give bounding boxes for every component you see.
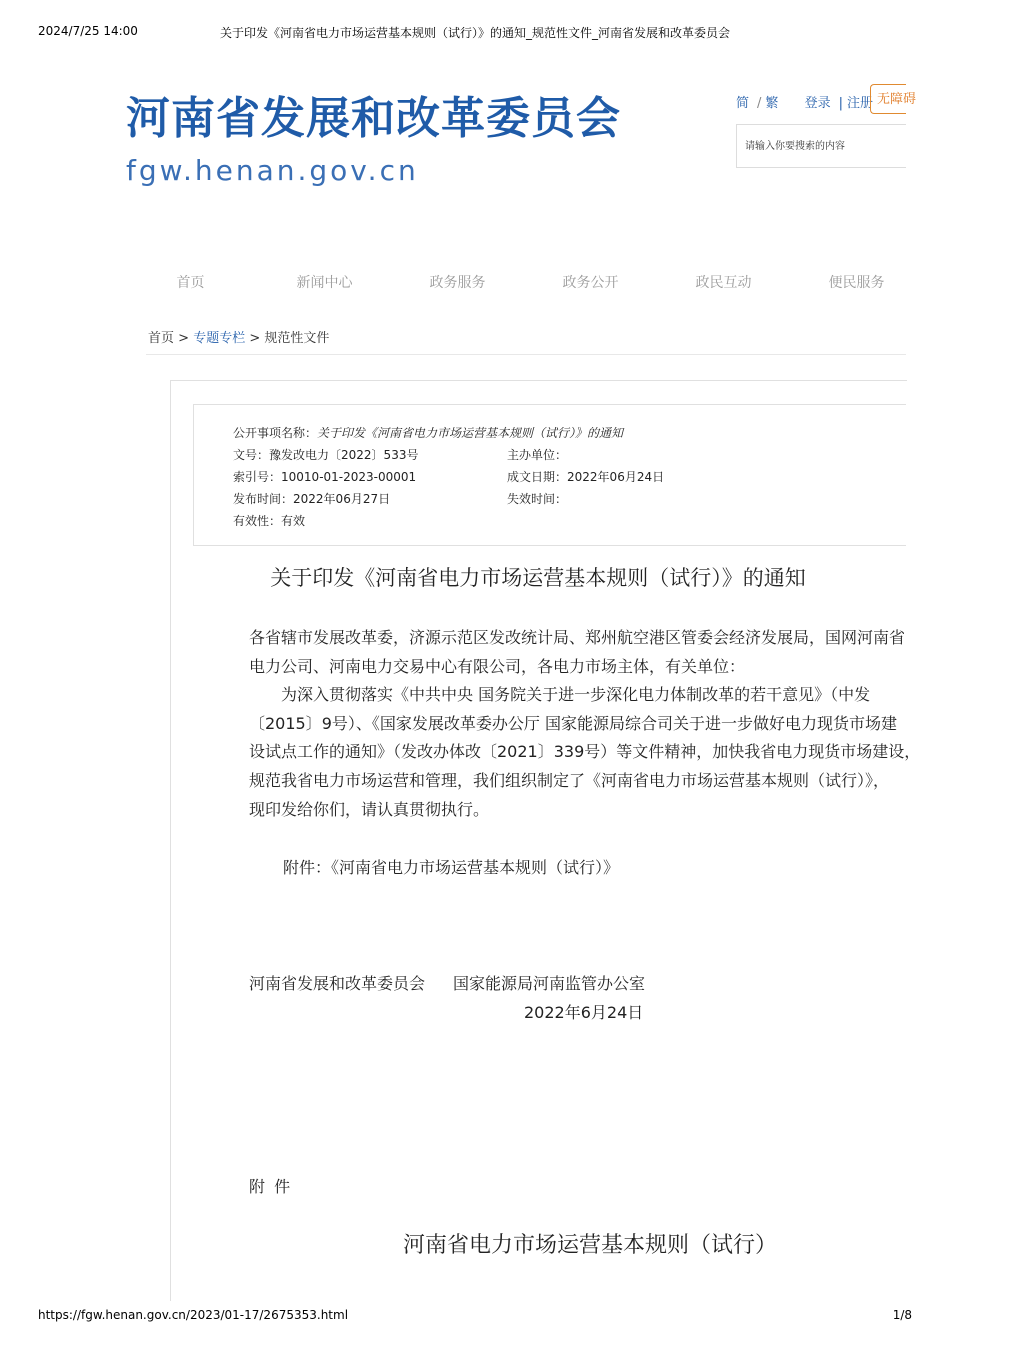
nav-public-services[interactable]: 便民服务 bbox=[828, 275, 885, 291]
appendix-label: 附 件 bbox=[249, 1177, 293, 1196]
meta-publish-time bbox=[233, 490, 390, 507]
simplified-chinese-link[interactable]: 简 bbox=[736, 96, 750, 111]
issuer-ndrc: 河南省发展和改革委员会 bbox=[249, 974, 426, 993]
meta-sponsor bbox=[507, 446, 567, 463]
search-input[interactable] bbox=[737, 125, 907, 167]
article-title: 关于印发《河南省电力市场运营基本规则（试行）》的通知 bbox=[270, 566, 806, 590]
search-box bbox=[736, 124, 906, 168]
nav-government-affairs[interactable]: 政务公开 bbox=[562, 275, 619, 291]
meta-validity-value: 有效 bbox=[281, 514, 306, 528]
meta-doc-number-label: 文号： bbox=[233, 448, 270, 462]
issuers bbox=[249, 971, 645, 994]
meta-index bbox=[233, 468, 416, 485]
meta-doc-number bbox=[233, 446, 418, 463]
meta-item-name bbox=[233, 424, 623, 441]
breadcrumb-separator: > bbox=[249, 331, 261, 346]
issuer-nea-office: 国家能源局河南监管办公室 bbox=[453, 974, 646, 993]
meta-publish-time-label: 发布时间： bbox=[233, 492, 294, 506]
body-line: 电力公司、河南电力交易中心有限公司，各电力市场主体，有关单位： bbox=[249, 656, 746, 676]
lang-separator: / bbox=[757, 96, 762, 111]
meta-doc-number-value: 豫发改电力〔2022〕533号 bbox=[269, 448, 419, 462]
nav-home[interactable]: 首页 bbox=[176, 275, 205, 291]
print-page-number: 1/8 bbox=[892, 1308, 912, 1322]
nav-public-interaction[interactable]: 政民互动 bbox=[695, 275, 752, 291]
traditional-chinese-link[interactable]: 繁 bbox=[765, 96, 779, 111]
meta-item-name-value: 关于印发《河南省电力市场运营基本规则（试行）》的通知 bbox=[317, 426, 624, 440]
meta-written-date-value: 2022年06月24日 bbox=[567, 470, 665, 484]
meta-validity-label: 有效性： bbox=[233, 514, 282, 528]
meta-index-label: 索引号： bbox=[233, 470, 282, 484]
body-line: 设试点工作的通知》（发改办体改〔2021〕339号）等文件精神，加快我省电力现货市场建设， bbox=[249, 742, 921, 762]
breadcrumb-section[interactable]: 专题专栏 bbox=[193, 331, 246, 346]
body-line: 为深入贯彻落实《中共中央 国务院关于进一步深化电力体制改革的若干意见》（中发 bbox=[281, 685, 871, 705]
breadcrumb-separator: > bbox=[178, 331, 190, 346]
meta-index-value: 10010-01-2023-00001 bbox=[281, 470, 417, 484]
attachment-link[interactable]: 附件：《河南省电力市场运营基本规则（试行）》 bbox=[283, 858, 620, 877]
top-links bbox=[736, 92, 877, 111]
register-link[interactable]: 注册 bbox=[846, 96, 873, 111]
meta-validity bbox=[233, 512, 305, 529]
site-domain: fgw.henan.gov.cn bbox=[126, 154, 419, 187]
breadcrumb-home[interactable]: 首页 bbox=[148, 331, 175, 346]
breadcrumb bbox=[148, 327, 329, 346]
appendix-title: 河南省电力市场运营基本规则（试行） bbox=[402, 1233, 777, 1258]
nav-government-services[interactable]: 政务服务 bbox=[429, 275, 486, 291]
meta-expire-time bbox=[507, 490, 567, 507]
document-metadata-box bbox=[193, 404, 906, 546]
article-body bbox=[249, 624, 921, 824]
site-logo[interactable] bbox=[126, 90, 646, 187]
print-datetime: 2024/7/25 14:00 bbox=[38, 24, 138, 38]
issue-date: 2022年6月24日 bbox=[524, 1003, 644, 1022]
main-nav bbox=[124, 272, 924, 292]
body-line: 各省辖市发展改革委，济源示范区发改统计局、郑州航空港区管委会经济发展局，国网河南省 bbox=[249, 628, 906, 647]
meta-written-date bbox=[507, 468, 664, 485]
print-url: https://fgw.henan.gov.cn/2023/01-17/2675353.html bbox=[38, 1308, 349, 1322]
nav-news-center[interactable]: 新闻中心 bbox=[296, 275, 353, 291]
link-divider: | bbox=[838, 96, 843, 111]
body-line: 〔2015〕9号）、《国家发展改革委办公厅 国家能源局综合司关于进一步做好电力现货市场建 bbox=[249, 713, 897, 733]
body-line: 规范我省电力市场运营和管理，我们组织制定了《河南省电力市场运营基本规则（试行）》， bbox=[249, 770, 890, 790]
breadcrumb-current: 规范性文件 bbox=[264, 331, 330, 346]
print-page-title: 关于印发《河南省电力市场运营基本规则（试行）》的通知_规范性文件_河南省发展和改革委员会 bbox=[219, 26, 730, 40]
meta-publish-time-value: 2022年06月27日 bbox=[293, 492, 391, 506]
site-name-cn: 河南省发展和改革委员会 bbox=[126, 93, 621, 144]
meta-sponsor-label: 主办单位： bbox=[507, 448, 568, 462]
login-link[interactable]: 登录 bbox=[804, 96, 831, 111]
meta-written-date-label: 成文日期： bbox=[507, 470, 568, 484]
accessibility-button[interactable]: 无障碍 bbox=[870, 84, 906, 114]
body-line: 现印发给你们，请认真贯彻执行。 bbox=[249, 799, 490, 819]
meta-expire-time-label: 失效时间： bbox=[507, 492, 568, 506]
meta-item-name-label: 公开事项名称： bbox=[233, 426, 318, 440]
breadcrumb-divider bbox=[146, 354, 906, 355]
